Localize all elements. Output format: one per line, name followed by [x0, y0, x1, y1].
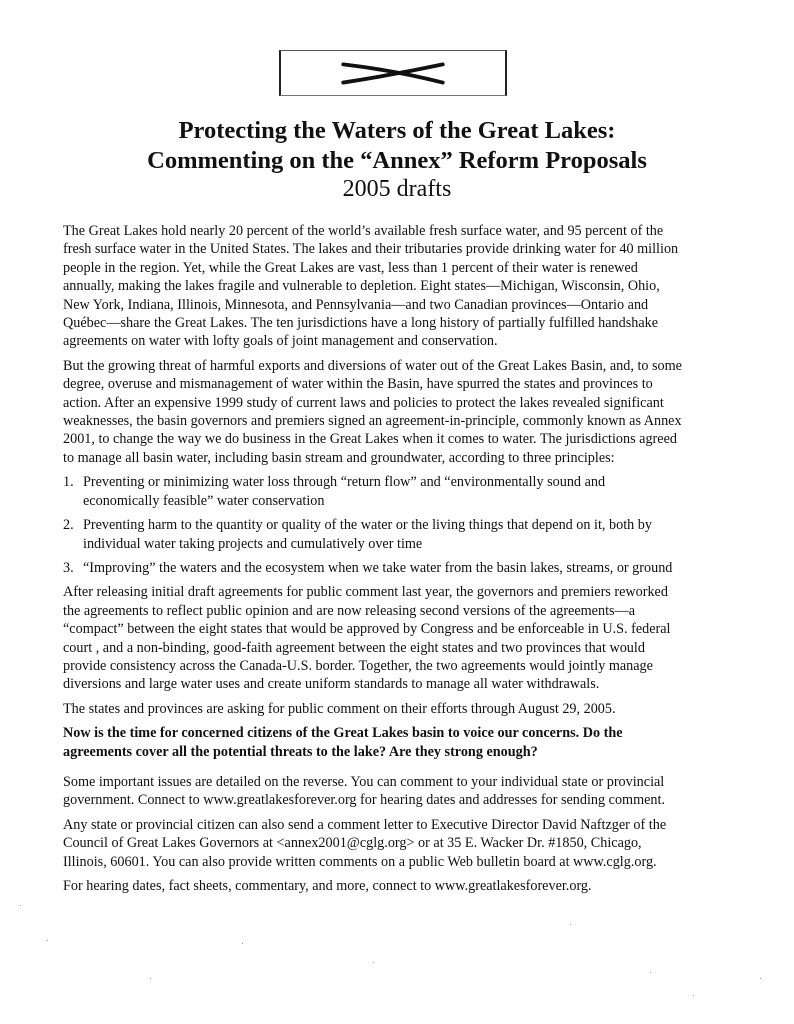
principle-item [63, 559, 763, 577]
text-line: “compact” between the eight states that would be approved by Congress and be enforceable in U.S. federal [63, 621, 671, 638]
text-line: Some important issues are detailed on the reverse. You can comment to your individual state or provincial [63, 773, 665, 790]
text-line: Any state or provincial citizen can also send a comment letter to Executive Director David Naftzger of the [63, 816, 667, 833]
scan-speck [650, 972, 651, 973]
text-line: But the growing threat of harmful exports and diversions of water out of the Great Lakes Basin, and, to some [63, 357, 682, 374]
text-line: individual water taking projects and cumulatively over time [83, 535, 423, 552]
call-to-action-paragraph [63, 724, 763, 761]
list-number: 3. [63, 559, 74, 576]
intro-paragraph [63, 222, 763, 351]
text-line: fresh surface water in the United States. The lakes and their tributaries provide drinking water for 40 million [63, 241, 679, 258]
text-line: “Improving” the waters and the ecosystem when we take water from the basin lakes, streams, or ground [83, 559, 673, 576]
threat-paragraph [63, 357, 763, 467]
text-line: 2001, to change the way we do business in the Great Lakes when it comes to water. The jurisdictions agreed [63, 431, 677, 448]
text-line: court , and a non-binding, good-faith agreement between the eight states and two provinces that would [63, 639, 645, 656]
text-line: Council of Great Lakes Governors at <annex2001@cglg.org> or at 35 E. Wacker Dr. #1850, Chicago, [63, 835, 642, 852]
text-line: the agreements to reflect public opinion and are now releasing second versions of the agreements—a [63, 602, 636, 619]
scan-speck [760, 978, 761, 979]
scan-speck [373, 962, 374, 963]
text-line: The states and provinces are asking for public comment on their efforts through August 29, 2005. [63, 700, 616, 717]
text-line: After releasing initial draft agreements for public comment last year, the governors and premiers reworked [63, 584, 668, 601]
list-number: 2. [63, 517, 74, 534]
scan-speck [693, 995, 694, 996]
text-line: Québec—share the Great Lakes. The ten jurisdictions have a long history of partially fulfilled handshake [63, 315, 659, 332]
scan-speck [570, 924, 571, 925]
reverse-paragraph [63, 773, 763, 810]
scan-speck [150, 978, 151, 979]
document-body [63, 222, 763, 901]
text-line: degree, overuse and mismanagement of water within the Basin, have spurred the states and provinces to [63, 376, 653, 393]
text-line: weaknesses, the basin governors and premiers signed an agreement-in-principle, commonly known as Annex [63, 413, 682, 430]
text-line: people in the region. Yet, while the Great Lakes are vast, less than 1 percent of their water is renewed [63, 259, 638, 276]
text-line: Now is the time for concerned citizens of the Great Lakes basin to voice our concerns. Do the [63, 725, 623, 742]
document-title [0, 116, 794, 176]
text-line: The Great Lakes hold nearly 20 percent of the world’s available fresh surface water, and 95 percent of the [63, 223, 664, 239]
more-info-paragraph [63, 877, 763, 895]
text-line: For hearing dates, fact sheets, commentary, and more, connect to www.greatlakesforever.org. [63, 878, 592, 894]
text-line: provide consistency across the Canada-U.S. border. Together, the two agreements would jointly manage [63, 657, 653, 674]
text-line: agreements on water with lofty goals of joint management and conservation. [63, 333, 498, 350]
scan-speck [47, 940, 48, 941]
principles-list [63, 473, 763, 577]
text-line: action. After an expensive 1999 study of current laws and policies to protect the lakes revealed significant [63, 394, 664, 411]
deadline-paragraph [63, 700, 763, 718]
scan-speck [20, 905, 21, 906]
text-line: Preventing harm to the quantity or quality of the water or the living things that depend on it, both by [83, 517, 652, 534]
crossed-lines-logo-icon [281, 51, 505, 95]
title-line: Protecting the Waters of the Great Lakes: [178, 117, 616, 144]
letter-paragraph [63, 816, 763, 871]
drafts-paragraph [63, 583, 763, 693]
document-subtitle: 2005 drafts [342, 176, 452, 202]
logo-box [279, 50, 507, 96]
text-line: economically feasible” water conservation [83, 492, 325, 509]
text-line: New York, Indiana, Illinois, Minnesota, and Pennsylvania—and two Canadian provinces—Ontario and [63, 296, 649, 313]
text-line: Illinois, 60601. You can also provide written comments on a public Web bulletin board at www.cglg.org. [63, 853, 657, 870]
title-line: Commenting on the “Annex” Reform Proposals [147, 147, 647, 174]
principle-item [63, 473, 763, 510]
text-line: government. Connect to www.greatlakesforever.org for hearing dates and addresses for sending comment. [63, 792, 665, 809]
text-line: agreements cover all the potential threats to the lake? Are they strong enough? [63, 743, 538, 760]
principle-item [63, 516, 763, 553]
text-line: Preventing or minimizing water loss through “return flow” and “environmentally sound and [83, 474, 606, 491]
text-line: annually, making the lakes fragile and vulnerable to depletion. Eight states—Michigan, Wisconsin, Ohio, [63, 278, 660, 295]
text-line: diversions and large water uses and create uniform standards to manage all water withdrawals. [63, 676, 600, 693]
text-line: to manage all basin water, including basin stream and groundwater, according to three principles: [63, 449, 615, 466]
scan-speck [242, 943, 243, 944]
list-number: 1. [63, 474, 74, 491]
